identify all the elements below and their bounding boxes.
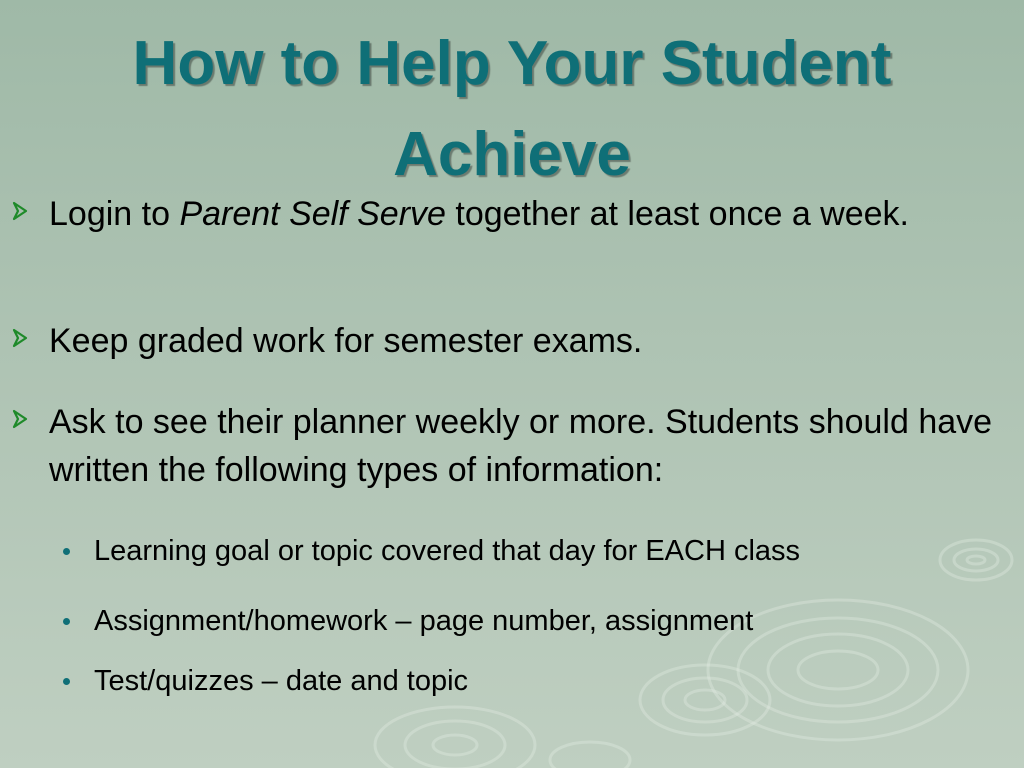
bullet-graded-work-text: Keep graded work for semester exams. xyxy=(49,322,643,360)
bullet-login-suffix: together at least once a week. xyxy=(445,195,910,233)
slide-title xyxy=(0,18,1024,200)
arrow-bullet-icon xyxy=(10,200,32,222)
bullet-planner xyxy=(49,398,1009,495)
title-line-1: How to Help Your Student xyxy=(132,29,892,98)
sub-bullet-text: Assignment/homework – page number, assignment xyxy=(94,605,754,637)
sub-bullet-tests xyxy=(94,663,994,701)
dot-bullet-icon xyxy=(63,678,70,685)
sub-bullet-text: Test/quizzes – date and topic xyxy=(94,665,469,697)
title-line-2: Achieve xyxy=(393,120,631,190)
parent-self-serve-text: Parent Self Serve xyxy=(179,195,446,233)
arrow-bullet-icon xyxy=(10,327,32,349)
dot-bullet-icon xyxy=(63,548,70,555)
dot-bullet-icon xyxy=(63,618,70,625)
bullet-login xyxy=(49,190,1009,238)
arrow-bullet-icon xyxy=(10,408,32,430)
bullet-login-prefix: Login to xyxy=(49,195,180,233)
sub-bullet-assignment xyxy=(94,603,994,641)
sub-bullet-text: Learning goal or topic covered that day for EACH class xyxy=(94,535,801,567)
bullet-graded-work xyxy=(49,317,1009,365)
sub-bullet-learning-goal xyxy=(94,533,994,571)
bullet-planner-text: Ask to see their planner weekly or more. Students should have written the following types of information: xyxy=(49,403,993,490)
